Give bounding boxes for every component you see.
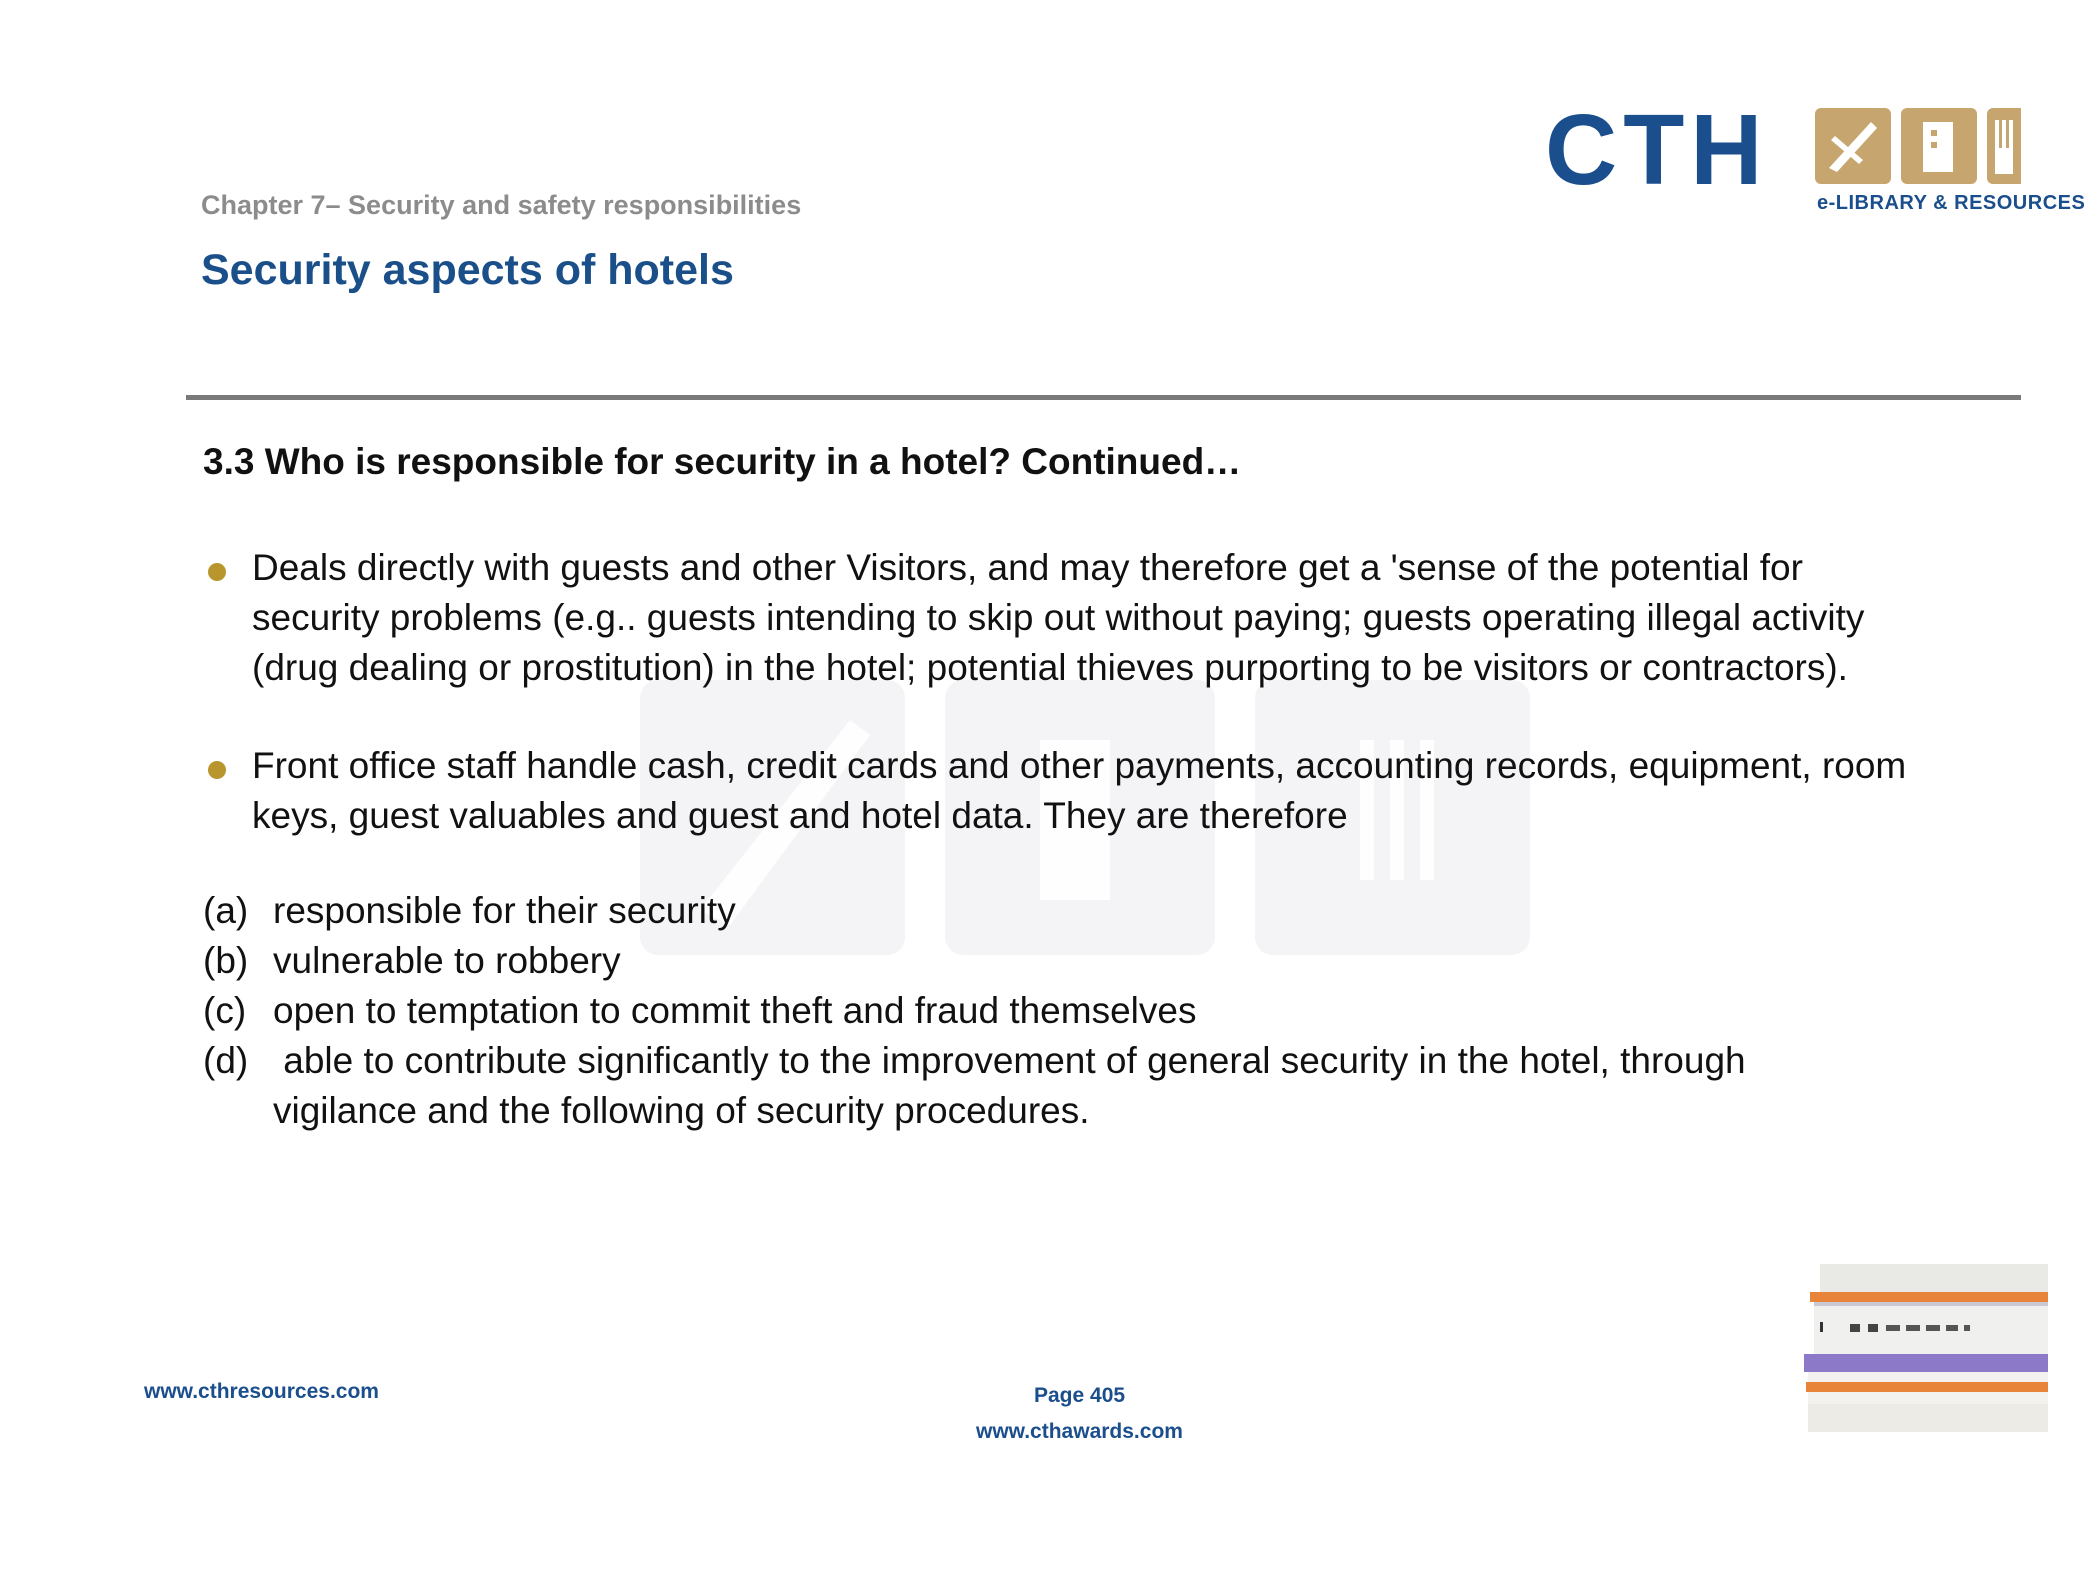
- bullet-line: Front office staff handle cash, credit cards and other payments, accounting records, equipment, room: [252, 745, 1907, 786]
- list-text: able to contribute significantly to the improvement of general security in the hotel, through: [273, 1040, 1746, 1081]
- list-label: (c): [203, 990, 247, 1031]
- section-subheading: 3.3 Who is responsible for security in a hotel? Continued…: [203, 441, 1242, 482]
- logo-tiles: [1815, 108, 2021, 184]
- logo-subtitle: e-LIBRARY & RESOURCES: [1817, 192, 2085, 214]
- list-item: [203, 1086, 2003, 1136]
- airplane-icon: [1815, 108, 1891, 184]
- building-icon: [1901, 108, 1977, 184]
- list-label: (d): [203, 1040, 249, 1081]
- bullet-dot-icon: [208, 761, 226, 779]
- list-item: [203, 936, 2003, 986]
- bullet-line: Deals directly with guests and other Visitors, and may therefore get a 'sense of the potential for: [252, 547, 1803, 588]
- cth-logo: [1545, 94, 2085, 220]
- lettered-list: [203, 886, 2003, 1136]
- footer-awards-link[interactable]: www.cthawards.com: [976, 1420, 1183, 1443]
- bullet-line: security problems (e.g.. guests intending to skip out without paying; guests operating illegal activity: [252, 597, 1865, 638]
- books-stack-icon: [1800, 1262, 2048, 1432]
- bullet-line: keys, guest valuables and guest and hotel data. They are therefore: [252, 795, 1348, 836]
- bullet-dot-icon: [208, 563, 226, 581]
- fork-icon: [1987, 108, 2021, 184]
- page-title: Security aspects of hotels: [201, 246, 734, 294]
- list-text: responsible for their security: [273, 890, 736, 931]
- logo-wordmark: CTH: [1545, 94, 1769, 206]
- header-divider: [186, 395, 2021, 400]
- bullet-text: [252, 543, 1997, 693]
- page-number: Page 405: [1034, 1384, 1126, 1407]
- list-label: (b): [203, 940, 249, 981]
- footer-resources-link[interactable]: www.cthresources.com: [144, 1380, 379, 1403]
- list-item: [203, 986, 2003, 1036]
- list-item: [203, 886, 2003, 936]
- list-item: [203, 1036, 2003, 1086]
- bullet-line: (drug dealing or prostitution) in the hotel; potential thieves purporting to be visitors or contractors).: [252, 647, 1848, 688]
- bullet-text: [252, 741, 1997, 841]
- chapter-heading: Chapter 7– Security and safety responsibilities: [201, 190, 802, 220]
- list-label: (a): [203, 890, 249, 931]
- list-text: open to temptation to commit theft and fraud themselves: [273, 990, 1197, 1031]
- list-text: vulnerable to robbery: [273, 940, 621, 981]
- list-text: vigilance and the following of security procedures.: [273, 1090, 1090, 1131]
